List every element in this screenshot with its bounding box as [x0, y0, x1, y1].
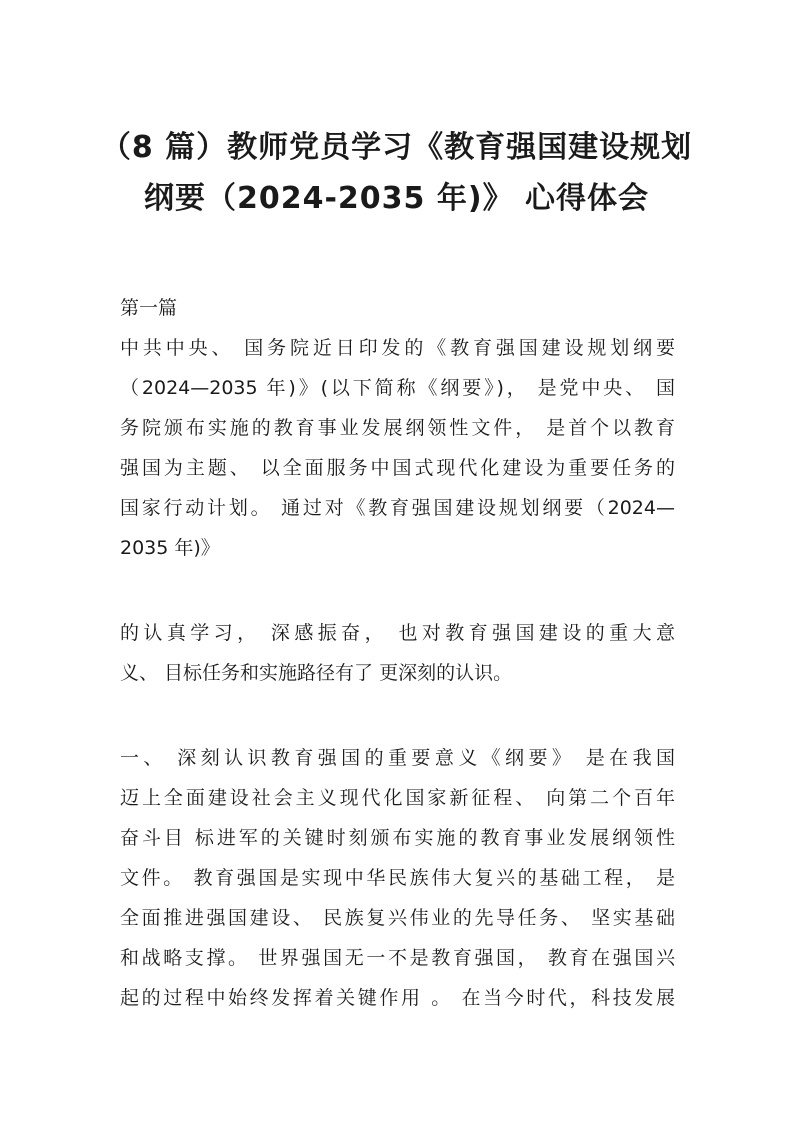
paragraph-1-line: 国家行动计划。 通过对《教育强国建设规划纲要（2024— — [120, 497, 675, 519]
paragraph-3-line: 起的过程中始终发挥着关键作用 。 在当今时代，科技发展 — [120, 987, 675, 1009]
paragraph-1-line: （2024—2035 年)》(以下简称《纲要》)， 是党中央、 国 — [120, 377, 675, 399]
paragraph-3-line: 和战略支撑。 世界强国无一不是教育强国， 教育在强国兴 — [120, 947, 675, 969]
paragraph-1-line: 务院颁布实施的教育事业发展纲领性文件， 是首个以教育 — [120, 417, 675, 439]
paragraph-2-line: 义、 目标任务和实施路径有了 更深刻的认识。 — [120, 662, 513, 684]
paragraph-1-line: 2035 年)》 — [120, 537, 220, 559]
paragraph-3-line: 奋斗目 标进军的关键时刻颁布实施的教育事业发展纲领性 — [120, 827, 675, 849]
paragraph-3-line: 全面推进强国建设、 民族复兴伟业的先导任务、 坚实基础 — [120, 907, 675, 929]
document-title-line-1: （8 篇）教师党员学习《教育强国建设规划 — [100, 130, 693, 165]
document-title-line-2: 纲要（2024-2035 年)》 心得体会 — [143, 181, 650, 216]
paragraph-3-line: 文件。 教育强国是实现中华民族伟大复兴的基础工程， 是 — [120, 867, 675, 889]
paragraph-1-line: 强国为主题、 以全面服务中国式现代化建设为重要任务的 — [120, 457, 675, 479]
paragraph-1-line: 中共中央、 国务院近日印发的《教育强国建设规划纲要 — [120, 337, 675, 359]
paragraph-3-line: 迈上全面建设社会主义现代化国家新征程、 向第二个百年 — [120, 787, 675, 809]
section-label: 第一篇 — [120, 297, 178, 319]
paragraph-3-line: 一、 深刻认识教育强国的重要意义《纲要》 是在我国 — [120, 747, 675, 769]
paragraph-2-line: 的认真学习， 深感振奋， 也对教育强国建设的重大意 — [120, 622, 675, 644]
